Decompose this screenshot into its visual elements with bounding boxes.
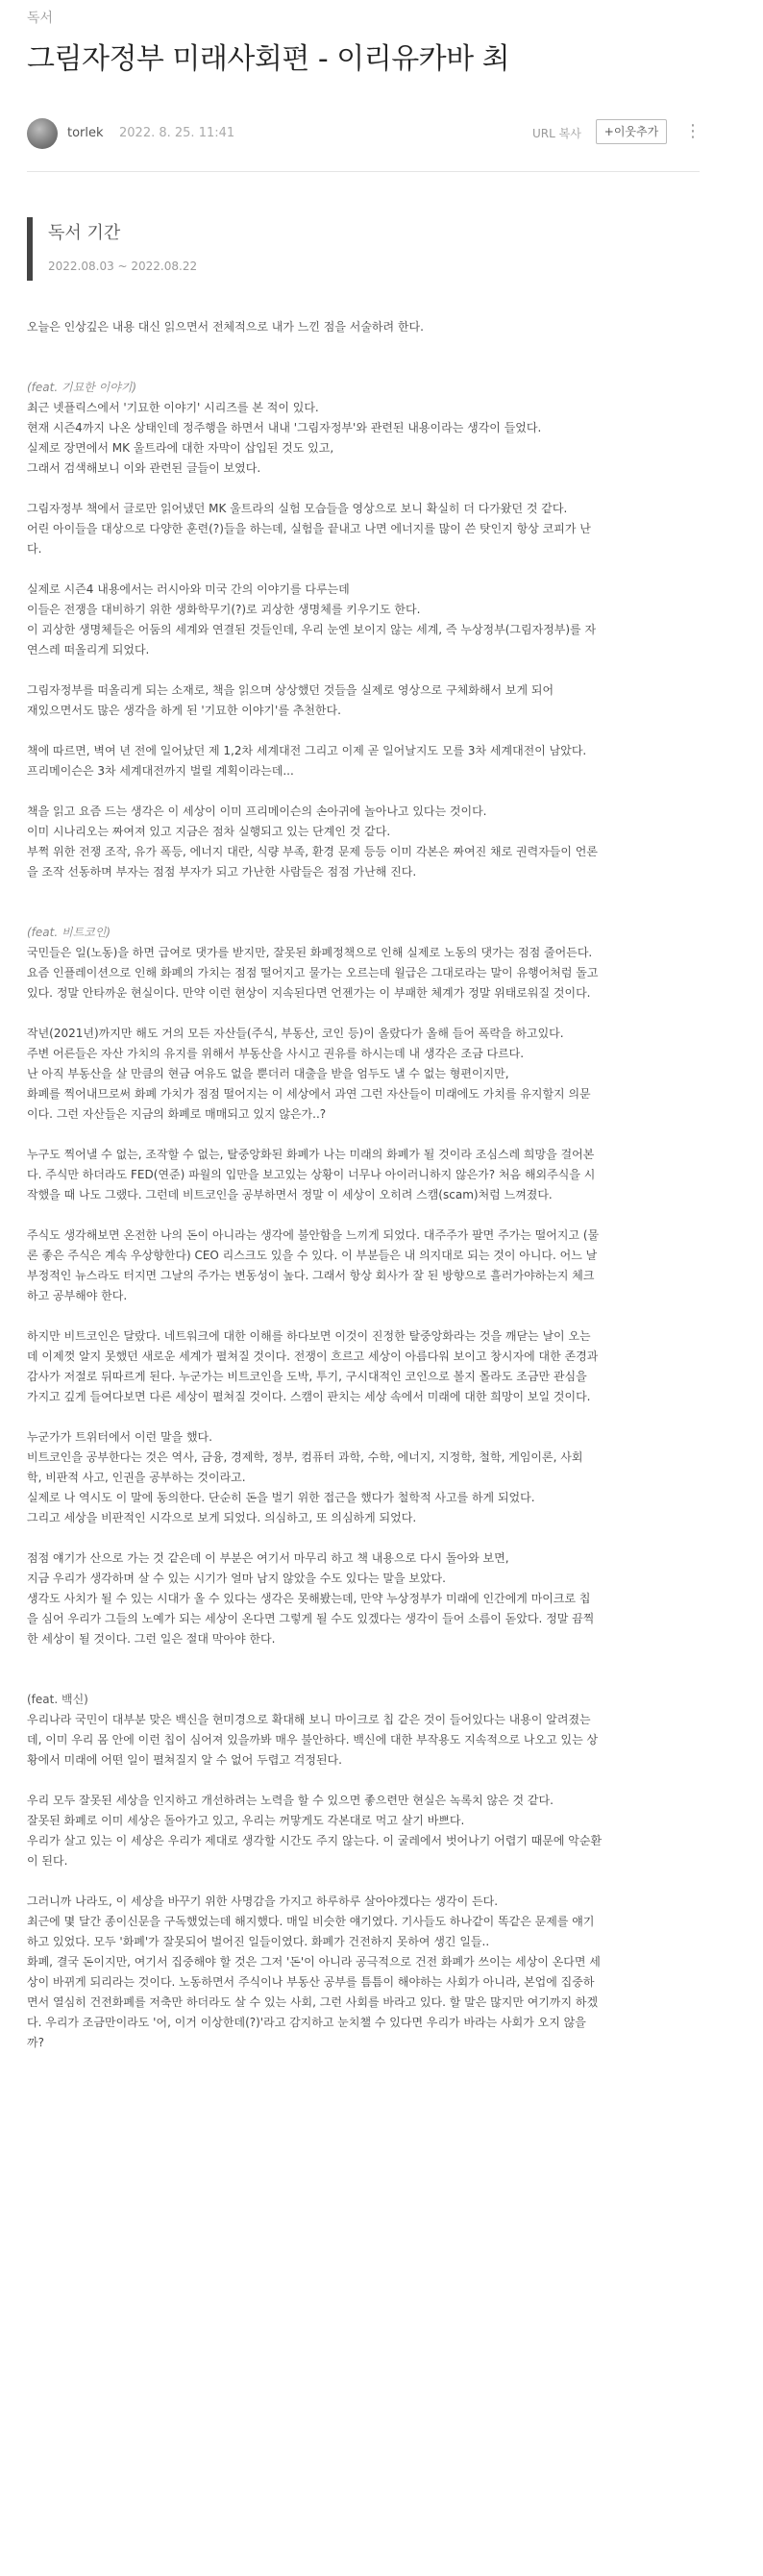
- paragraph: [27, 1892, 700, 2053]
- text-line: 이미 시나리오는 짜여져 있고 지금은 점차 실행되고 있는 단계인 것 같다.: [27, 825, 391, 838]
- paragraph: [27, 1326, 700, 1407]
- paragraph: [27, 1548, 700, 1649]
- text-line: 다. 주식만 하더라도 FED(연준) 파월의 입만을 보고있는 상황이 너무나 아이러니하지 않은가? 처음 해외주식을 시: [27, 1168, 596, 1181]
- more-options-icon[interactable]: ⋮: [684, 121, 701, 141]
- text-line: 프리메이슨은 3차 세계대전까지 벌릴 계획이라는데...: [27, 764, 294, 778]
- text-line: 까?: [27, 2036, 44, 2049]
- text-line: 화폐, 결국 돈이지만, 여기서 집중해야 할 것은 그저 '돈'이 아니라 공극적으로 건전 화폐가 쓰이는 세상이 온다면 세: [27, 1955, 601, 1969]
- text-line: 그리고 세상을 비판적인 시각으로 보게 되었다. 의심하고, 또 의심하게 되었다.: [27, 1511, 417, 1524]
- text-line: 이다. 그런 자산들은 지금의 화폐로 매매되고 있지 않은가..?: [27, 1107, 327, 1121]
- paragraph: [27, 499, 700, 559]
- author-avatar[interactable]: [27, 118, 58, 149]
- text-line: 을 심어 우리가 그들의 노예가 되는 세상이 온다면 그렇게 될 수도 있겠다는 생각이 들어 소름이 돋았다. 정말 끔찍: [27, 1612, 595, 1625]
- paragraph: [27, 1145, 700, 1205]
- text-line: 작년(2021년)까지만 해도 거의 모든 자산들(주식, 부동산, 코인 등)이 올랐다가 올해 들어 폭락을 하고있다.: [27, 1027, 564, 1040]
- text-line: 최근에 몇 달간 종이신문을 구독했었는데 해지했다. 매일 비슷한 얘기였다. 기사들도 하나같이 똑같은 문제를 얘기: [27, 1915, 595, 1928]
- text-line: 론 좋은 주식은 계속 우상향한다) CEO 리스크도 있을 수 있다. 이 부분들은 내 의지대로 되는 것이 아니다. 어느 날: [27, 1249, 598, 1262]
- text-line: 책에 따르면, 벽여 년 전에 일어났던 제 1,2차 세계대전 그리고 이제 곧 일어날지도 모를 3차 세계대전이 남았다.: [27, 744, 587, 757]
- paragraph: [27, 398, 700, 479]
- text-line: 데 이제껏 알지 못했던 새로운 세계가 펼쳐질 것이다. 전쟁이 흐르고 세상이 아름다워 보이고 창시자에 대한 존경과: [27, 1350, 599, 1363]
- text-line: 화폐를 찍어내므로써 화폐 가치가 점점 떨어지는 이 세상에서 과연 그런 자산들이 미래에도 가치를 유지할지 의문: [27, 1087, 591, 1101]
- paragraph: [27, 1024, 700, 1125]
- paragraph: [27, 1226, 700, 1306]
- text-line: 하고 있었다. 모두 '화폐'가 잘못되어 벌어진 일들이였다. 화폐가 건전하지 못하여 생긴 일들..: [27, 1935, 490, 1948]
- text-line: 감사가 저절로 뒤따르게 된다. 누군가는 비트코인을 도박, 투기, 구시대적인 코인으로 볼지 몰라도 조금만 관심을: [27, 1370, 587, 1383]
- feat-heading-bitcoin: (feat. 비트코인): [27, 926, 111, 939]
- text-line: 작했을 때 나도 그랬다. 그런데 비트코인을 공부하면서 정말 이 세상이 오히려 스캠(scam)처럼 느껴졌다.: [27, 1188, 553, 1201]
- text-line: 이 된다.: [27, 1854, 68, 1868]
- text-line: 책을 읽고 요즘 드는 생각은 이 세상이 이미 프리메이슨의 손아귀에 놀아나고 있다는 것이다.: [27, 805, 487, 818]
- text-line: 비트코인을 공부한다는 것은 역사, 금융, 경제학, 정부, 컴퓨터 과학, 수학, 에너지, 지정학, 철학, 게임이론, 사회: [27, 1450, 583, 1464]
- paragraph: [27, 1710, 700, 1771]
- paragraph: [27, 802, 700, 882]
- text-line: 그래서 검색해보니 이와 관련된 글들이 보였다.: [27, 461, 261, 475]
- text-line: 우리나라 국민이 대부분 맞은 백신을 현미경으로 확대해 보니 마이크로 칩 같은 것이 들어있다는 내용이 알려졌는: [27, 1713, 591, 1726]
- text-line: 점점 얘기가 산으로 가는 것 같은데 이 부분은 여기서 마무리 하고 책 내용으로 다시 돌아와 보면,: [27, 1551, 509, 1565]
- text-line: 다. 우리가 조금만이라도 '어, 이거 이상한데(?)'라고 감지하고 눈치챌 수 있다면 우리가 바라는 사회가 오지 않을: [27, 2016, 586, 2029]
- text-line: 황에서 미래에 어떤 일이 펼쳐질지 알 수 없어 두렵고 걱정된다.: [27, 1753, 342, 1767]
- add-neighbor-button[interactable]: +이웃추가: [596, 119, 667, 144]
- text-line: 하고 공부해야 한다.: [27, 1289, 128, 1302]
- feat-heading-vaccine: (feat. 백신): [27, 1693, 88, 1706]
- paragraph: [27, 1791, 700, 1871]
- paragraph: [27, 580, 700, 660]
- text-line: 주식도 생각해보면 온전한 나의 돈이 아니라는 생각에 불안함을 느끼게 되었다. 대주주가 팔면 주가는 떨어지고 (물: [27, 1228, 600, 1242]
- text-line: 지금 우리가 생각하며 살 수 있는 시기가 얼마 남지 않았을 수도 있다는 말을 보았다.: [27, 1572, 446, 1585]
- text-line: 우리 모두 잘못된 세상을 인지하고 개선하려는 노력을 할 수 있으면 좋으련만 현실은 녹록치 않은 것 같다.: [27, 1794, 554, 1807]
- text-line: 누구도 찍어낼 수 없는, 조작할 수 없는, 탈중앙화된 화폐가 나는 미래의 화폐가 될 것이라 조심스레 희망을 걸어본: [27, 1148, 595, 1161]
- text-line: 상이 바뀌게 되리라는 것이다. 노동하면서 주식이나 부동산 공부를 틈틈이 해야하는 사회가 아니라, 본업에 집중하: [27, 1975, 595, 1989]
- post-body: [27, 317, 700, 2053]
- text-line: 현재 시즌4까지 나온 상태인데 정주행을 하면서 내내 '그림자정부'와 관련된 내용이라는 생각이 들었다.: [27, 421, 542, 434]
- text-line: 부쩍 위한 전쟁 조작, 유가 폭등, 에너지 대란, 식량 부족, 환경 문제 등등 이미 각본은 짜여진 채로 권력자들이 언론: [27, 845, 598, 858]
- text-line: 면서 열심히 건전화폐를 저축만 하더라도 살 수 있는 사회, 그런 사회를 바라고 있다. 할 말은 많지만 여기까지 하겠: [27, 1995, 599, 2009]
- text-line: 국민들은 일(노동)을 하면 급여로 댓가를 받지만, 잘못된 화폐정책으로 인해 실제로 노동의 댓가는 점점 줄어든다.: [27, 946, 593, 959]
- author-name[interactable]: torlek: [67, 126, 104, 140]
- paragraph: [27, 1427, 700, 1528]
- text-line: 재있으면서도 많은 생각을 하게 된 '기묘한 이야기'를 추천한다.: [27, 704, 341, 717]
- text-line: 한 세상이 될 것이다. 그런 일은 절대 막아야 한다.: [27, 1632, 276, 1646]
- text-line: 잘못된 화폐로 이미 세상은 돌아가고 있고, 우리는 꺼맣게도 각본대로 먹고 살기 바쁘다.: [27, 1814, 465, 1827]
- text-line: 그림자정부를 떠올리게 되는 소재로, 책을 읽으며 상상했던 것들을 실제로 영상으로 구체화해서 보게 되어: [27, 683, 554, 697]
- intro-text: 오늘은 인상깊은 내용 대신 읽으면서 전체적으로 내가 느낀 점을 서술하려 한다.: [27, 320, 424, 334]
- post-date: 2022. 8. 25. 11:41: [119, 126, 235, 140]
- url-copy-button[interactable]: URL 복사: [532, 127, 581, 140]
- text-line: 실제로 시즌4 내용에서는 러시아와 미국 간의 이야기를 다루는데: [27, 582, 350, 596]
- reading-period-title: 독서 기간: [48, 223, 121, 243]
- text-line: 그러니까 나라도, 이 세상을 바꾸기 위한 사명감을 가지고 하루하루 살아야겠다는 생각이 든다.: [27, 1895, 499, 1908]
- text-line: 실제로 장면에서 MK 울트라에 대한 자막이 삽입된 것도 있고,: [27, 441, 334, 455]
- text-line: 생각도 사치가 될 수 있는 시대가 올 수 있다는 생각은 못해봤는데, 만약 누상정부가 미래에 인간에게 마이크로 칩: [27, 1592, 591, 1605]
- text-line: 이 괴상한 생명체들은 어둠의 세계와 연결된 것들인데, 우리 눈엔 보이지 않는 세계, 즉 누상정부(그림자정부)를 자: [27, 623, 597, 636]
- text-line: 연스레 떠올리게 되었다.: [27, 643, 150, 656]
- text-line: 부정적인 뉴스라도 터지면 그날의 주가는 변동성이 높다. 그래서 항상 회사가 잘 된 방향으로 흘러가야하는지 체크: [27, 1269, 595, 1282]
- text-line: 학, 비판적 사고, 인권을 공부하는 것이라고.: [27, 1471, 246, 1484]
- feat-heading-stranger-things: (feat. 기묘한 이야기): [27, 381, 137, 394]
- reading-period-box: [27, 217, 197, 281]
- text-line: 을 조작 선동하며 부자는 점점 부자가 되고 가난한 사람들은 점점 가난해 진다.: [27, 865, 417, 879]
- text-line: 하지만 비트코인은 달랐다. 네트워크에 대한 이해를 하다보면 이것이 진정한 탈중앙화라는 것을 깨닫는 날이 오는: [27, 1329, 591, 1343]
- paragraph: [27, 681, 700, 721]
- text-line: 우리가 살고 있는 이 세상은 우리가 제대로 생각할 시간도 주지 않는다. 이 굴레에서 벗어나기 어렵기 때문에 악순환: [27, 1834, 603, 1847]
- text-line: 있다. 정말 안타까운 현실이다. 만약 이런 현상이 지속된다면 언젠가는 이 부패한 체계가 정말 위태로워질 것이다.: [27, 986, 591, 1000]
- text-line: 요즘 인플레이션으로 인해 화폐의 가치는 점점 떨어지고 물가는 오르는데 월급은 그대로라는 말이 유행어처럼 돌고: [27, 966, 599, 979]
- post-category[interactable]: 독서: [27, 11, 54, 26]
- text-line: 주변 어른들은 자산 가치의 유지를 위해서 부동산을 사시고 권유를 하시는데 내 생각은 조금 다르다.: [27, 1047, 525, 1060]
- paragraph: [27, 741, 700, 781]
- header-divider: [27, 171, 700, 172]
- text-line: 가지고 깊게 들여다보면 다른 세상이 펼쳐질 것이다. 스캠이 판치는 세상 속에서 미래에 대한 희망이 보일 것이다.: [27, 1390, 591, 1403]
- text-line: 다.: [27, 542, 42, 556]
- post-title: 그림자정부 미래사회편 - 이리유카바 최: [27, 42, 510, 76]
- text-line: 그림자정부 책에서 글로만 읽어냈던 MK 울트라의 실험 모습들을 영상으로 보니 확실히 더 다가왔던 것 같다.: [27, 502, 568, 515]
- text-line: 난 아직 부동산을 살 만큼의 현금 여유도 없을 뿐더러 대출을 받을 엄두도 낼 수 없는 형편이지만,: [27, 1067, 509, 1080]
- text-line: 실제로 나 역시도 이 말에 동의한다. 단순히 돈을 벌기 위한 접근을 했다가 철학적 사고를 하게 되었다.: [27, 1491, 535, 1504]
- text-line: 최근 넷플릭스에서 '기묘한 이야기' 시리즈를 본 적이 있다.: [27, 401, 319, 414]
- text-line: 누군가가 트위터에서 이런 말을 했다.: [27, 1430, 212, 1444]
- post-meta: [27, 113, 700, 156]
- paragraph: [27, 943, 700, 1003]
- text-line: 데, 이미 우리 몸 안에 이런 칩이 심어져 있을까봐 매우 불안하다. 백신에 대한 부작용도 지속적으로 나오고 있는 상: [27, 1733, 599, 1746]
- text-line: 이들은 전쟁을 대비하기 위한 생화학무기(?)로 괴상한 생명체를 키우기도 한다.: [27, 603, 421, 616]
- text-line: 어린 아이들을 대상으로 다양한 훈련(?)들을 하는데, 실험을 끝내고 나면 에너지를 많이 쓴 탓인지 항상 코피가 난: [27, 522, 591, 535]
- reading-period-dates: 2022.08.03 ~ 2022.08.22: [48, 260, 198, 273]
